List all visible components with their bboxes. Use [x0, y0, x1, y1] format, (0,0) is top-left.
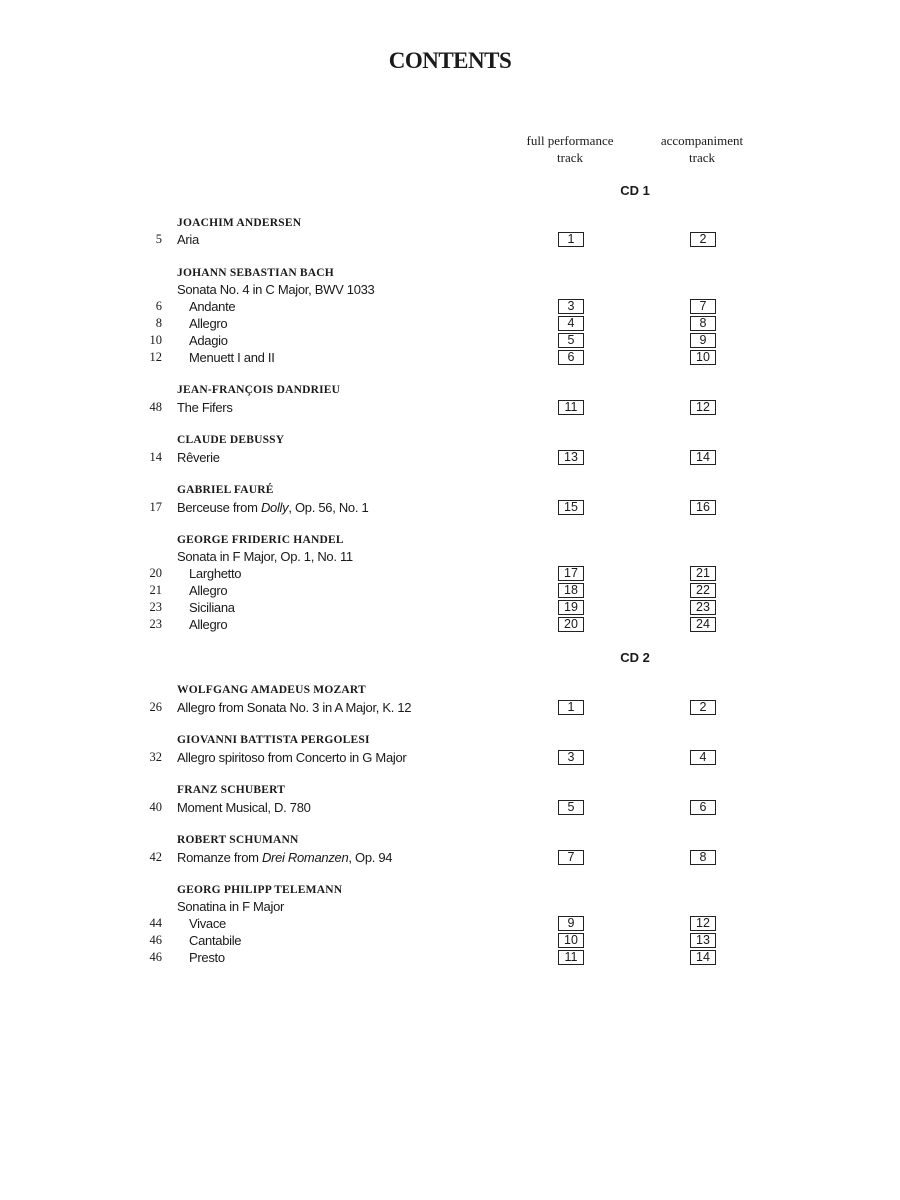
accompaniment-track-number: 10 — [690, 350, 716, 365]
piece-title: Aria — [177, 232, 199, 247]
accompaniment-track-number: 2 — [690, 700, 716, 715]
composer-name: ROBERT SCHUMANN — [177, 834, 299, 846]
full-track-number: 3 — [558, 299, 584, 314]
accompaniment-track-number: 8 — [690, 316, 716, 331]
page-number: 5 — [155, 232, 162, 246]
table-row — [0, 400, 900, 417]
piece-title: Rêverie — [177, 450, 220, 465]
piece-title: Allegro from Sonata No. 3 in A Major, K. 12 — [177, 700, 412, 715]
accompaniment-track-number: 13 — [690, 933, 716, 948]
piece-title-part: , Op. 94 — [348, 850, 393, 865]
full-track-number: 13 — [558, 450, 584, 465]
accompaniment-track-number: 2 — [690, 232, 716, 247]
movement-title: Menuett I and II — [189, 350, 275, 365]
full-track-number: 17 — [558, 566, 584, 581]
piece-title: Allegro spiritoso from Concerto in G Major — [177, 750, 407, 765]
full-track-number: 18 — [558, 583, 584, 598]
page-title: CONTENTS — [388, 48, 512, 73]
accompaniment-track-number: 24 — [690, 617, 716, 632]
page-number: 26 — [149, 700, 162, 714]
cd2-heading: CD 2 — [620, 650, 650, 665]
accompaniment-track-number: 4 — [690, 750, 716, 765]
movement-title: Cantabile — [189, 933, 242, 948]
piece-title-part: , Op. 56, No. 1 — [288, 500, 369, 515]
page-number: 48 — [149, 400, 162, 414]
accompaniment-track-number: 23 — [690, 600, 716, 615]
table-row — [0, 850, 900, 867]
work-title: Sonatina in F Major — [177, 899, 285, 914]
accompaniment-track-number: 12 — [690, 400, 716, 415]
movement-title: Vivace — [189, 916, 226, 931]
accompaniment-track-number: 21 — [690, 566, 716, 581]
movement-title: Allegro — [189, 583, 228, 598]
movement-title: Andante — [189, 299, 236, 314]
page-number: 46 — [149, 933, 162, 947]
table-row — [0, 800, 900, 817]
table-row — [0, 450, 900, 467]
accompaniment-track-number: 9 — [690, 333, 716, 348]
full-track-number: 5 — [558, 800, 584, 815]
work-title: Sonata No. 4 in C Major, BWV 1033 — [177, 282, 375, 297]
table-row — [0, 333, 900, 350]
composer-name: FRANZ SCHUBERT — [177, 784, 286, 796]
movement-title: Larghetto — [189, 566, 242, 581]
accompaniment-track-number: 22 — [690, 583, 716, 598]
piece-title: The Fifers — [177, 400, 233, 415]
composer-name: WOLFGANG AMADEUS MOZART — [177, 684, 366, 696]
composer-name: JOHANN SEBASTIAN BACH — [177, 267, 334, 279]
table-row — [0, 933, 900, 950]
accompaniment-track-number: 7 — [690, 299, 716, 314]
movement-title: Siciliana — [189, 600, 235, 615]
page-number: 6 — [155, 299, 162, 313]
table-row — [0, 750, 900, 767]
composer-name: JEAN-FRANÇOIS DANDRIEU — [177, 384, 341, 396]
movement-title: Presto — [189, 950, 225, 965]
movement-title: Adagio — [189, 333, 228, 348]
piece-title-part: Berceuse from — [177, 500, 261, 515]
table-row — [0, 583, 900, 600]
column-header-full-performance — [510, 132, 630, 166]
full-track-number: 19 — [558, 600, 584, 615]
composer-name: GEORG PHILIPP TELEMANN — [177, 884, 343, 896]
table-row — [0, 566, 900, 583]
full-track-number: 4 — [558, 316, 584, 331]
piece-title-part: Romanze from — [177, 850, 262, 865]
page-number: 17 — [149, 500, 162, 514]
piece-title-italic: Dolly — [260, 500, 289, 515]
page-number: 32 — [149, 750, 162, 764]
page-number: 10 — [149, 333, 162, 347]
full-track-number: 11 — [558, 950, 584, 965]
full-track-number: 15 — [558, 500, 584, 515]
page-number: 20 — [149, 566, 162, 580]
accompaniment-track-number: 14 — [690, 450, 716, 465]
accompaniment-track-number: 8 — [690, 850, 716, 865]
table-row — [0, 316, 900, 333]
composer-name: JOACHIM ANDERSEN — [177, 217, 302, 229]
full-track-number: 6 — [558, 350, 584, 365]
work-title: Sonata in F Major, Op. 1, No. 11 — [177, 549, 353, 564]
full-track-number: 11 — [558, 400, 584, 415]
full-track-number: 3 — [558, 750, 584, 765]
full-track-number: 10 — [558, 933, 584, 948]
page-number: 8 — [155, 316, 162, 330]
table-row — [0, 299, 900, 316]
table-row — [0, 700, 900, 717]
table-row — [0, 350, 900, 367]
page-number: 12 — [149, 350, 162, 364]
composer-name: GABRIEL FAURÉ — [177, 484, 274, 496]
cd1-heading: CD 1 — [620, 183, 650, 198]
movement-title: Allegro — [189, 617, 228, 632]
full-track-number: 9 — [558, 916, 584, 931]
page-number: 46 — [149, 950, 162, 964]
column-header-line: accompaniment — [660, 133, 744, 148]
full-track-number: 1 — [558, 232, 584, 247]
column-header-line: full performance — [526, 133, 614, 148]
accompaniment-track-number: 14 — [690, 950, 716, 965]
page-number: 21 — [149, 583, 162, 597]
column-header-line: track — [689, 150, 715, 165]
table-row — [0, 617, 900, 634]
full-track-number: 1 — [558, 700, 584, 715]
column-header-accompaniment — [642, 132, 762, 166]
table-row — [0, 500, 900, 517]
full-track-number: 7 — [558, 850, 584, 865]
accompaniment-track-number: 6 — [690, 800, 716, 815]
page-number: 42 — [149, 850, 162, 864]
piece-title-italic: Drei Romanzen — [261, 850, 349, 865]
accompaniment-track-number: 16 — [690, 500, 716, 515]
page-number: 14 — [149, 450, 162, 464]
movement-title: Allegro — [189, 316, 228, 331]
table-row — [0, 950, 900, 967]
composer-name: CLAUDE DEBUSSY — [177, 434, 285, 446]
table-row — [0, 600, 900, 617]
full-track-number: 20 — [558, 617, 584, 632]
composer-name: GIOVANNI BATTISTA PERGOLESI — [177, 734, 370, 746]
composer-name: GEORGE FRIDERIC HANDEL — [177, 534, 344, 546]
table-row — [0, 232, 900, 249]
column-header-line: track — [557, 150, 583, 165]
full-track-number: 5 — [558, 333, 584, 348]
piece-title: Moment Musical, D. 780 — [177, 800, 311, 815]
page-number: 44 — [149, 916, 162, 930]
page-number: 23 — [149, 617, 162, 631]
piece-title — [177, 500, 368, 515]
page-number: 23 — [149, 600, 162, 614]
piece-title — [177, 850, 392, 865]
table-row — [0, 916, 900, 933]
page-number: 40 — [149, 800, 162, 814]
accompaniment-track-number: 12 — [690, 916, 716, 931]
